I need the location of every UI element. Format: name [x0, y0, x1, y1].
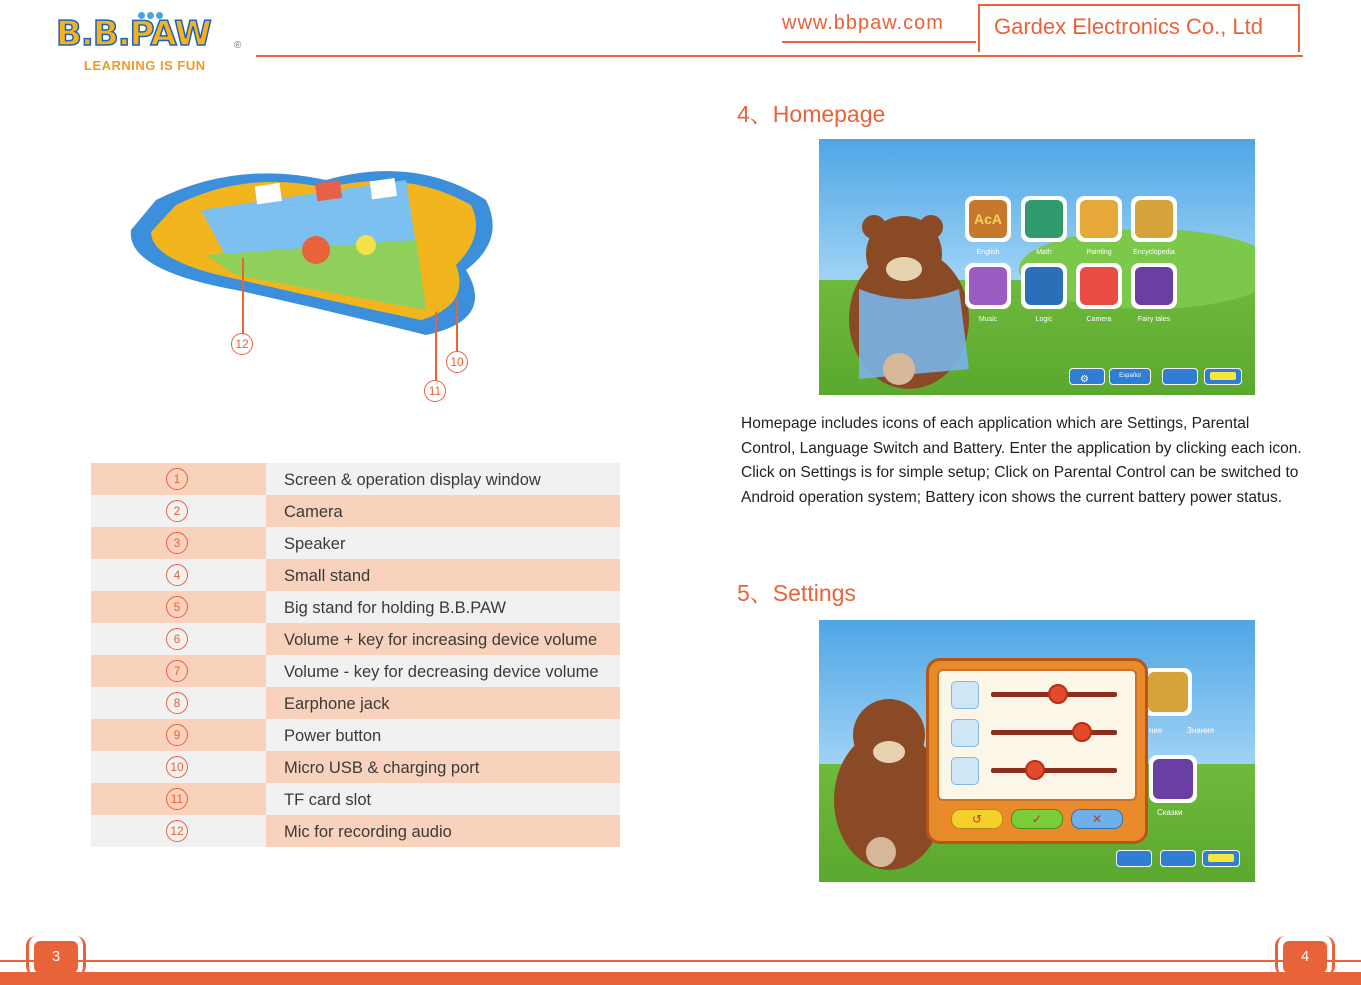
row-number: 10 — [166, 756, 188, 778]
homepage-description: Homepage includes icons of each application which are Settings, Parental Control, Language Switch and Battery. Enter the application by clicking each icon. Click on Settings is for simple setup; Click on Parental Control can be switched to Android operation system; Battery icon shows the current battery power status. — [741, 415, 1302, 506]
english-app-label: English — [976, 249, 1000, 256]
device-illustration — [126, 160, 506, 350]
table-row — [91, 719, 620, 751]
parental-control-button[interactable] — [1162, 368, 1198, 385]
table-row — [91, 559, 620, 591]
painting-app-icon[interactable] — [1076, 196, 1122, 242]
row-label: Earphone jack — [266, 687, 620, 719]
table-row — [91, 783, 620, 815]
parental-control-button[interactable] — [1160, 850, 1196, 867]
math-app-label: Math — [1036, 249, 1052, 256]
battery-button[interactable] — [1202, 850, 1240, 867]
background-app-label: Сказки — [1157, 808, 1183, 817]
checkmark-icon: ✓ — [1031, 812, 1043, 826]
row-label: Camera — [266, 495, 620, 527]
table-row — [91, 655, 620, 687]
reset-button[interactable] — [951, 809, 1003, 829]
page-number-left: 3 — [34, 941, 78, 973]
table-row — [91, 495, 620, 527]
background-app-icon — [1144, 668, 1192, 716]
encyclopedia-app-label: Encyclopedia — [1133, 249, 1175, 256]
sleep-timer-slider-handle[interactable] — [1025, 760, 1045, 780]
settings-button[interactable] — [1116, 850, 1152, 867]
callout-12: 12 — [231, 333, 253, 355]
settings-dialog — [926, 658, 1148, 844]
sleep-timer-icon — [951, 757, 979, 785]
page-number-right: 4 — [1283, 941, 1327, 973]
cancel-button[interactable] — [1071, 809, 1123, 829]
row-label: Mic for recording audio — [266, 815, 620, 847]
homepage-screenshot — [819, 139, 1255, 395]
row-number: 12 — [166, 820, 188, 842]
table-row — [91, 687, 620, 719]
table-row — [91, 527, 620, 559]
brightness-slider-handle[interactable] — [1072, 722, 1092, 742]
music-app-label: Music — [978, 316, 998, 323]
table-row — [91, 591, 620, 623]
row-label: Volume + key for increasing device volume — [266, 623, 620, 655]
url-underline — [782, 41, 976, 43]
footer-bar — [0, 972, 1361, 985]
row-number: 2 — [166, 500, 188, 522]
logic-app-label: Logic — [1035, 316, 1053, 323]
math-app-icon[interactable] — [1021, 196, 1067, 242]
footer-rule — [0, 960, 1361, 962]
music-app-icon[interactable] — [965, 263, 1011, 309]
table-row — [91, 623, 620, 655]
volume-slider-handle[interactable] — [1048, 684, 1068, 704]
table-row — [91, 815, 620, 847]
company-name: Gardex Electronics Co., Ltd — [978, 4, 1300, 52]
row-number: 11 — [166, 788, 188, 810]
callout-line-12 — [242, 258, 244, 334]
confirm-button[interactable] — [1011, 809, 1063, 829]
row-label: TF card slot — [266, 783, 620, 815]
parts-table — [91, 463, 620, 847]
header-rule — [256, 55, 1303, 57]
callout-line-10 — [456, 300, 458, 352]
wrench-icon: ⚙ — [1080, 374, 1089, 385]
encyclopedia-app-icon[interactable] — [1131, 196, 1177, 242]
background-app-label: ние — [1149, 726, 1163, 735]
brightness-icon — [951, 719, 979, 747]
logic-app-icon[interactable] — [1021, 263, 1067, 309]
settings-button[interactable] — [1069, 368, 1105, 385]
row-number: 6 — [166, 628, 188, 650]
background-app-icon — [1149, 755, 1197, 803]
row-label: Big stand for holding B.B.PAW — [266, 591, 620, 623]
callout-10: 10 — [446, 351, 468, 373]
camera-app-icon[interactable] — [1076, 263, 1122, 309]
painting-app-label: Painting — [1086, 249, 1112, 256]
table-row — [91, 463, 620, 495]
settings-screenshot — [819, 620, 1255, 882]
row-label: Screen & operation display window — [266, 463, 620, 495]
battery-button[interactable] — [1204, 368, 1242, 385]
row-label: Small stand — [266, 559, 620, 591]
battery-icon — [1210, 372, 1236, 380]
brand-logo: B.B.PAW — [56, 14, 211, 54]
row-number: 1 — [166, 468, 188, 490]
brand-tagline: LEARNING IS FUN — [84, 58, 206, 73]
english-app-icon[interactable]: AcA — [965, 196, 1011, 242]
row-label: Power button — [266, 719, 620, 751]
fairy-tales-app-icon[interactable] — [1131, 263, 1177, 309]
row-number: 4 — [166, 564, 188, 586]
battery-icon — [1208, 854, 1234, 862]
close-icon: ✕ — [1091, 812, 1103, 826]
row-number: 9 — [166, 724, 188, 746]
language-switch-button[interactable]: Español — [1109, 368, 1151, 385]
row-label: Volume - key for decreasing device volume — [266, 655, 620, 687]
volume-icon — [951, 681, 979, 709]
brightness-slider-track[interactable] — [991, 730, 1117, 735]
undo-icon: ↺ — [971, 812, 983, 826]
section-title-homepage: 4、Homepage — [737, 101, 886, 127]
camera-app-label: Camera — [1086, 316, 1112, 323]
section-title-settings: 5、Settings — [737, 580, 856, 606]
callout-11: 11 — [424, 380, 446, 402]
background-app-label: Знания — [1187, 726, 1214, 735]
website-url[interactable]: www.bbpaw.com — [782, 12, 944, 34]
row-number: 5 — [166, 596, 188, 618]
row-number: 7 — [166, 660, 188, 682]
registered-mark: ® — [234, 40, 242, 51]
callout-line-11 — [435, 312, 437, 380]
row-label: Micro USB & charging port — [266, 751, 620, 783]
sleep-timer-slider-track[interactable] — [991, 768, 1117, 773]
row-label: Speaker — [266, 527, 620, 559]
row-number: 8 — [166, 692, 188, 714]
row-number: 3 — [166, 532, 188, 554]
table-row — [91, 751, 620, 783]
fairy-tales-app-label: Fairy tales — [1137, 316, 1171, 323]
